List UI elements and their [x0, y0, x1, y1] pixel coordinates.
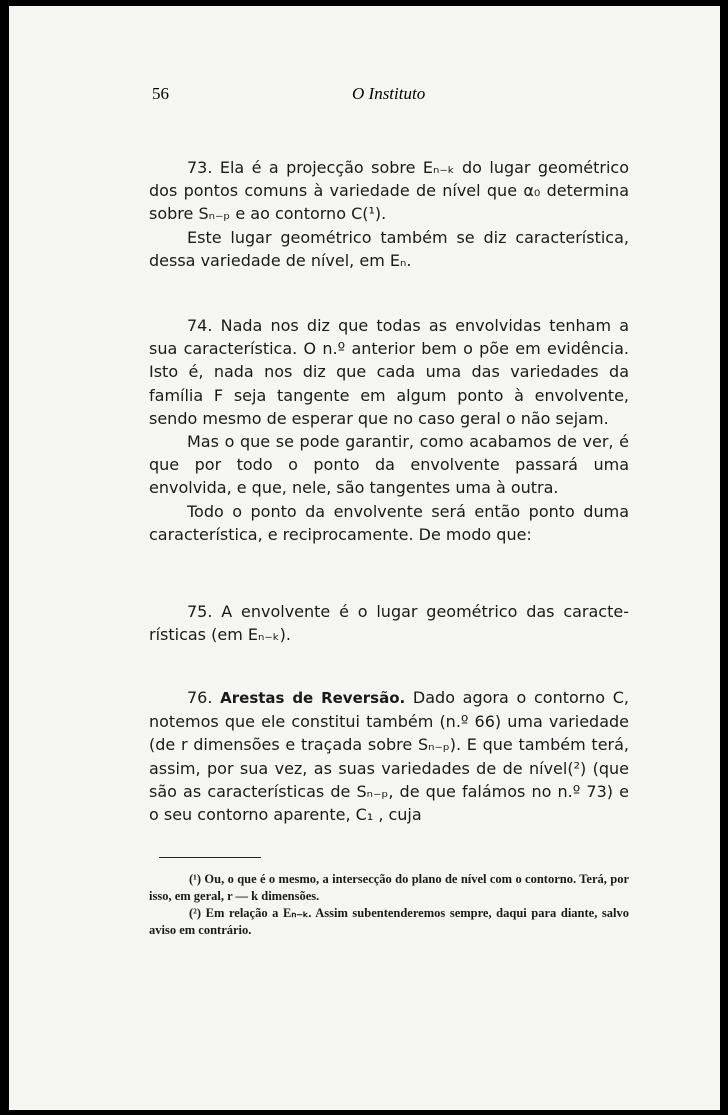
footnotes: [149, 871, 629, 939]
paragraph-text: Dado agora o contorno C, notemos que ele constitui também (n.º 66) uma variedade (de r dimensões e traçada sobre Sₙ₋ₚ). E que também terá, assim, por sua vez, as suas variedades de de nível(²) (que são as características de Sₙ₋ₚ, de que falámos no n.º 73) e o seu contorno aparente, C₁ , cuja: [149, 688, 629, 825]
page-number: 56: [152, 84, 169, 103]
book-page: [9, 6, 720, 1110]
paragraph: [149, 686, 629, 826]
paragraph: 75. A envolvente é o lugar geométrico das características (em Eₙ₋ₖ).: [149, 602, 629, 645]
paragraph: Todo o ponto da envolvente será então ponto duma característica, e reciprocamente. De modo que:: [149, 501, 629, 544]
section-number: 76.: [187, 688, 213, 707]
running-title: O Instituto: [352, 84, 426, 103]
paragraph: Este lugar geométrico também se diz característica, dessa variedade de nível, em Eₙ.: [149, 227, 629, 270]
section-73: [149, 156, 629, 272]
section-75: [149, 600, 629, 646]
paragraph: 74. Nada nos diz que todas as envolvidas tenham a sua característica. O n.º anterior bem o põe em evidência. Isto é, nada nos diz que cada uma das variedades da família F seja tangente em algum ponto à envolvente, sendo mesmo de esperar que no caso geral o não sejam.: [149, 316, 629, 428]
section-heading: Arestas de Reversão.: [220, 689, 406, 707]
footnote-divider: [159, 857, 261, 858]
footnote-2: (²) Em relação a Eₙ₋ₖ. Assim subentenderemos sempre, daqui para diante, salvo aviso em contrário.: [149, 906, 629, 937]
page-header: [152, 84, 632, 108]
section-74: [149, 314, 629, 546]
paragraph: Mas o que se pode garantir, como acabamos de ver, é que por todo o ponto da envolvente passará uma envolvida, e que, nele, são tangentes uma à outra.: [149, 432, 629, 498]
section-76: [149, 686, 629, 826]
footnote-1: (¹) Ou, o que é o mesmo, a intersecção do plano de nível com o contorno. Terá, por isso, em geral, r — k dimensões.: [149, 872, 629, 903]
paragraph: 73. Ela é a projecção sobre Eₙ₋ₖ do lugar geométrico dos pontos comuns à variedade de nível que α₀ determina sobre Sₙ₋ₚ e ao contorno C(¹).: [149, 158, 629, 224]
